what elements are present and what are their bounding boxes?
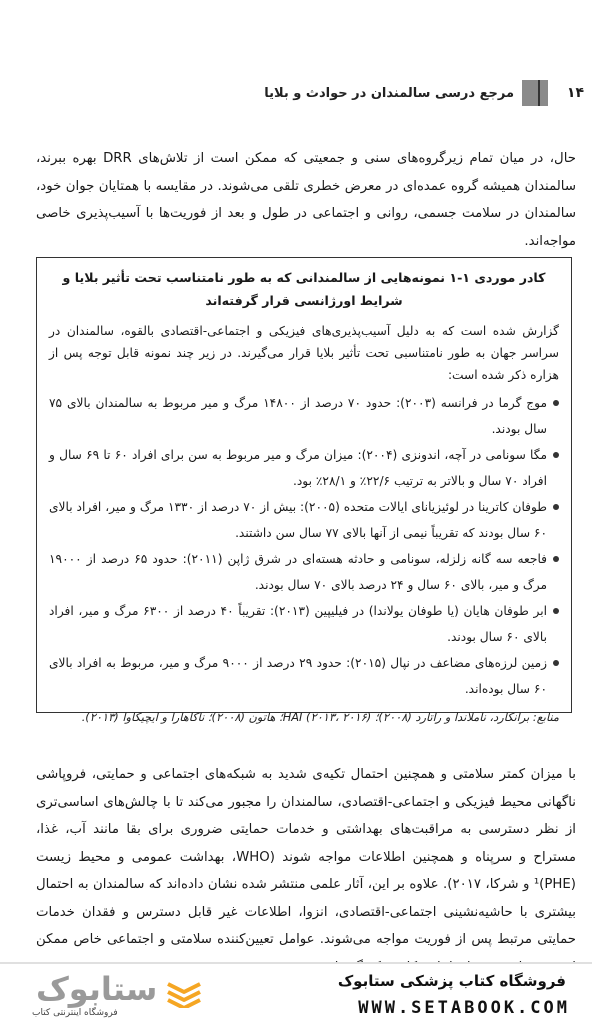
book-logo-icon	[166, 978, 202, 1008]
list-item	[49, 390, 559, 442]
case-box	[36, 257, 572, 724]
list-item-text: مگا سونامی در آچه، اندونزی (۲۰۰۴): میزان مرگ و میر مربوط به سن برای افراد ۶۰ تا ۶۹ سال و افراد ۷۰ سال و بالاتر به ترتیب ۲۲/۶٪ و ۲۸/۱٪ بود.	[49, 448, 547, 488]
store-name: فروشگاه کتاب پزشکی ستابوک	[337, 972, 566, 990]
list-item-text: فاجعه سه گانه زلزله، سونامی و حادثه هسته‌ای در شرق ژاپن (۲۰۱۱): حدود ۶۵ درصد از ۱۹۰۰۰ مرگ و میر، بالای ۶۰ سال و ۲۴ درصد بالای ۷۰ سال بودند.	[49, 552, 547, 592]
footer-banner	[0, 962, 592, 1026]
brand-tagline: فروشگاه اینترنتی کتاب	[32, 1008, 118, 1018]
list-item-text: طوفان کاترینا در لوئیزیانای ایالات متحده (۲۰۰۵): بیش از ۷۰ درصد از ۱۳۳۰ مرگ و میر، افراد بالای ۶۰ سال بودند که تقریباً نیمی از آنها بالای ۷۷ سال سن داشتند.	[49, 500, 547, 540]
header-divider	[538, 80, 540, 106]
body-paragraph: با میزان کمتر سلامتی و همچنین احتمال تکیه‌ی شدید به شبکه‌های اجتماعی و حمایتی، فروپاشی ناگهانی محیط فیزیکی و اجتماعی-اقتصادی، سالمندان را مجبور می‌کند تا با چالش‌های اساسی‌تری از نظر دسترسی به مراقبت‌های بهداشتی و خدمات حمایتی ضروری برای بقا مانند آب، غذا، مستراح و سرپناه و همچنین اطلاعات مواجه شوند (WHO، بهداشت عمومی و محیط زیست (PHE)¹ و شرکا، ۲۰۱۷). علاوه بر این، آثار علمی منتشر شده نشان داده‌اند که سالمندان به احتمال بیشتری با حاشیه‌نشینی اجتماعی-اقتصادی، انزوا، اطلاعات غیر قابل دسترس و فقدان خدمات حمایتی مرتبط پس از فوریت مواجه می‌شوند. عوامل تعیین‌کننده سلامتی و اجتماعی خاص ممکن	[36, 767, 576, 948]
bullet-icon	[553, 556, 559, 562]
bullet-icon	[553, 608, 559, 614]
list-item	[49, 442, 559, 494]
header-marker	[522, 80, 548, 106]
list-item-text: زمین لرزه‌های مضاعف در نپال (۲۰۱۵): حدود ۲۹ درصد از ۹۰۰۰ مرگ و میر، مربوط به افراد بالای ۶۰ سال بوده‌اند.	[49, 656, 548, 696]
brand-logo-wordmark: ستابوک	[36, 970, 158, 1008]
list-item	[49, 598, 559, 650]
list-item	[49, 650, 559, 702]
store-url[interactable]: WWW.SETABOOK.COM	[358, 998, 570, 1018]
bullet-icon	[553, 504, 559, 510]
list-item-text: ابر طوفان هایان (یا طوفان یولاندا) در فیلیپین (۲۰۱۳): تقریباً ۴۰ درصد از ۶۳۰۰ مرگ و میر، افراد بالای ۶۰ سال بودند.	[49, 604, 547, 644]
list-item-text: موج گرما در فرانسه (۲۰۰۳): حدود ۷۰ درصد از ۱۴۸۰۰ مرگ و میر مربوط به سالمندان بالای ۷۵ سال بودند.	[49, 396, 548, 436]
case-box-intro: گزارش شده است که به دلیل آسیب‌پذیری‌های فیزیکی و اجتماعی-اقتصادی بالقوه، سالمندان در سراسر جهان به طور نامتناسبی تحت تأثیر بلایا قرار می‌گیرند. در زیر چند نمونه قابل توجه پس از هزاره ذکر شده است:	[49, 324, 559, 382]
case-box-list	[49, 390, 559, 702]
case-box-sources: منابع: برانکارد، ناملاندا و راتارد (۲۰۰۸)؛ HAI (۲۰۱۳، ۲۰۱۶)؛ هاتون (۲۰۰۸)؛ ناکاهارا و ایچیکاوا (۲۰۱۳).	[81, 710, 559, 724]
bullet-icon	[553, 452, 559, 458]
case-box-title: کادر موردی ۱-۱ نمونه‌هایی از سالمندانی که به طور نامتناسب تحت تأثیر بلایا و شرایط اورژانسی قرار گرفته‌اند	[62, 270, 546, 308]
page-header	[0, 80, 592, 110]
list-item	[49, 494, 559, 546]
intro-paragraph: حال، در میان تمام زیرگروه‌های سنی و جمعیتی که ممکن است از تلاش‌های DRR بهره ببرند، سالمندان همیشه گروه عمده‌ای در معرض خطری تلقی می‌شوند. در مقایسه با همتایان جوان خود، سالمندان در سلامت جسمی، روانی و اجتماعی در طول و بعد از فوریت‌ها با آسیب‌پذیری خاصی مواجه‌اند.	[36, 151, 576, 249]
bullet-icon	[553, 400, 559, 406]
list-item	[49, 546, 559, 598]
page-number: ۱۴	[566, 85, 584, 101]
bullet-icon	[553, 660, 559, 666]
book-title: مرجع درسی سالمندان در حوادث و بلایا	[264, 86, 514, 101]
